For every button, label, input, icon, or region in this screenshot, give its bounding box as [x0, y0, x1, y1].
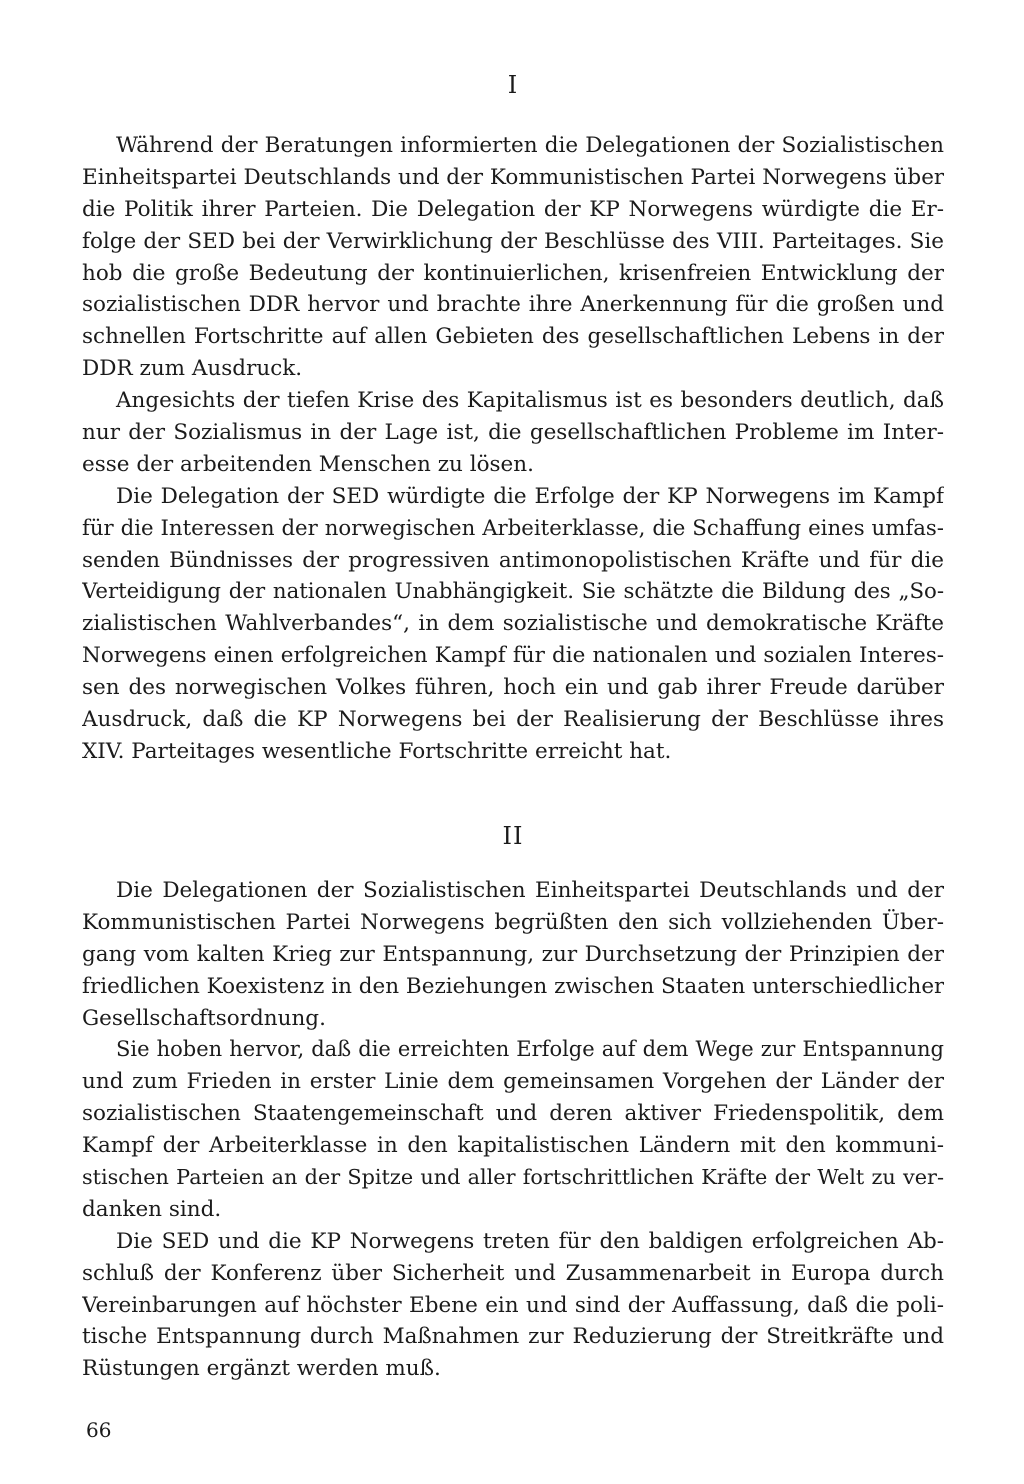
text-line: nur der Sozialismus in der Lage ist, die gesellschaftlichen Probleme im Inter- [82, 420, 944, 446]
section-body [82, 130, 944, 768]
paragraph [82, 130, 944, 385]
text-line: Rüstungen ergänzt werden muß. [82, 1356, 441, 1382]
text-line: danken sind. [82, 1196, 222, 1222]
text-line: folge der SED bei der Verwirklichung der Beschlüsse des VIII. Parteitages. Sie [82, 228, 944, 254]
text-line: Während der Beratungen informierten die Delegationen der Sozialistischen [116, 133, 944, 158]
text-line: friedlichen Koexistenz in den Beziehungen zwischen Staaten unterschiedlicher [82, 973, 944, 999]
paragraph [82, 1034, 944, 1225]
text-line: esse der arbeitenden Menschen zu lösen. [82, 451, 534, 477]
text-line: Verteidigung der nationalen Unabhängigkeit. Sie schätzte die Bildung des „So- [82, 579, 944, 605]
text-line: für die Interessen der norwegischen Arbeiterklasse, die Schaffung eines umfas- [82, 515, 944, 541]
text-line: Die Delegation der SED würdigte die Erfolge der KP Norwegens im Kampf [116, 483, 944, 509]
text-line: Kampf der Arbeiterklasse in den kapitalistischen Ländern mit den kommuni- [82, 1133, 944, 1159]
text-line: sozialistischen Staatengemeinschaft und deren aktiver Friedenspolitik, dem [82, 1101, 944, 1127]
text-line: hob die große Bedeutung der kontinuierlichen, krisenfreien Entwicklung der [82, 260, 944, 286]
text-line: tische Entspannung durch Maßnahmen zur Reduzierung der Streitkräfte und [82, 1324, 944, 1350]
paragraph [82, 875, 944, 1034]
text-line: stischen Parteien an der Spitze und aller fortschrittlichen Kräfte der Welt zu ver- [82, 1165, 944, 1190]
text-line: zialistischen Wahlverbandes“, in dem sozialistische und demokratische Kräfte [82, 611, 944, 637]
text-line: Einheitspartei Deutschlands und der Kommunistischen Partei Norwegens über [82, 164, 944, 190]
section-body [82, 875, 944, 1385]
text-line: Norwegens einen erfolgreichen Kampf für die nationalen und sozialen Interes- [82, 643, 944, 669]
text-line: die Politik ihrer Parteien. Die Delegation der KP Norwegens würdigte die Er- [82, 196, 944, 222]
text-line: Angesichts der tiefen Krise des Kapitalismus ist es besonders deutlich, daß [116, 388, 944, 414]
section-heading: I [507, 71, 519, 99]
paragraph [82, 1226, 944, 1385]
text-line: gang vom kalten Krieg zur Entspannung, zur Durchsetzung der Prinzipien der [82, 941, 944, 967]
text-line: Kommunistischen Partei Norwegens begrüßten den sich vollziehenden Über- [82, 909, 944, 935]
text-line: XIV. Parteitages wesentliche Fortschritte erreicht hat. [82, 738, 672, 764]
text-line: sozialistischen DDR hervor und brachte ihre Anerkennung für die großen und [82, 292, 944, 318]
text-line: DDR zum Ausdruck. [82, 356, 303, 382]
text-line: Ausdruck, daß die KP Norwegens bei der Realisierung der Beschlüsse ihres [82, 707, 944, 733]
text-line: schnellen Fortschritte auf allen Gebieten des gesellschaftlichen Lebens in der [82, 324, 944, 350]
section-heading: II [502, 822, 524, 850]
document-page [82, 0, 944, 1484]
text-line: Vereinbarungen auf höchster Ebene ein und sind der Auffassung, daß die poli- [82, 1292, 944, 1318]
text-line: und zum Frieden in erster Linie dem gemeinsamen Vorgehen der Länder der [82, 1069, 944, 1095]
text-line: Gesellschaftsordnung. [82, 1005, 326, 1031]
text-line: sen des norwegischen Volkes führen, hoch ein und gab ihrer Freude darüber [82, 675, 944, 701]
text-line: Die SED und die KP Norwegens treten für den baldigen erfolgreichen Ab- [116, 1228, 944, 1254]
paragraph [82, 385, 944, 481]
text-line: Sie hoben hervor, daß die erreichten Erfolge auf dem Wege zur Entspannung [116, 1037, 944, 1062]
text-line: Die Delegationen der Sozialistischen Einheitspartei Deutschlands und der [116, 878, 944, 903]
text-line: senden Bündnisses der progressiven antimonopolistischen Kräfte und für die [82, 547, 944, 573]
paragraph [82, 481, 944, 768]
page-number: 66 [86, 1418, 112, 1442]
text-line: schluß der Konferenz über Sicherheit und Zusammenarbeit in Europa durch [82, 1260, 944, 1286]
